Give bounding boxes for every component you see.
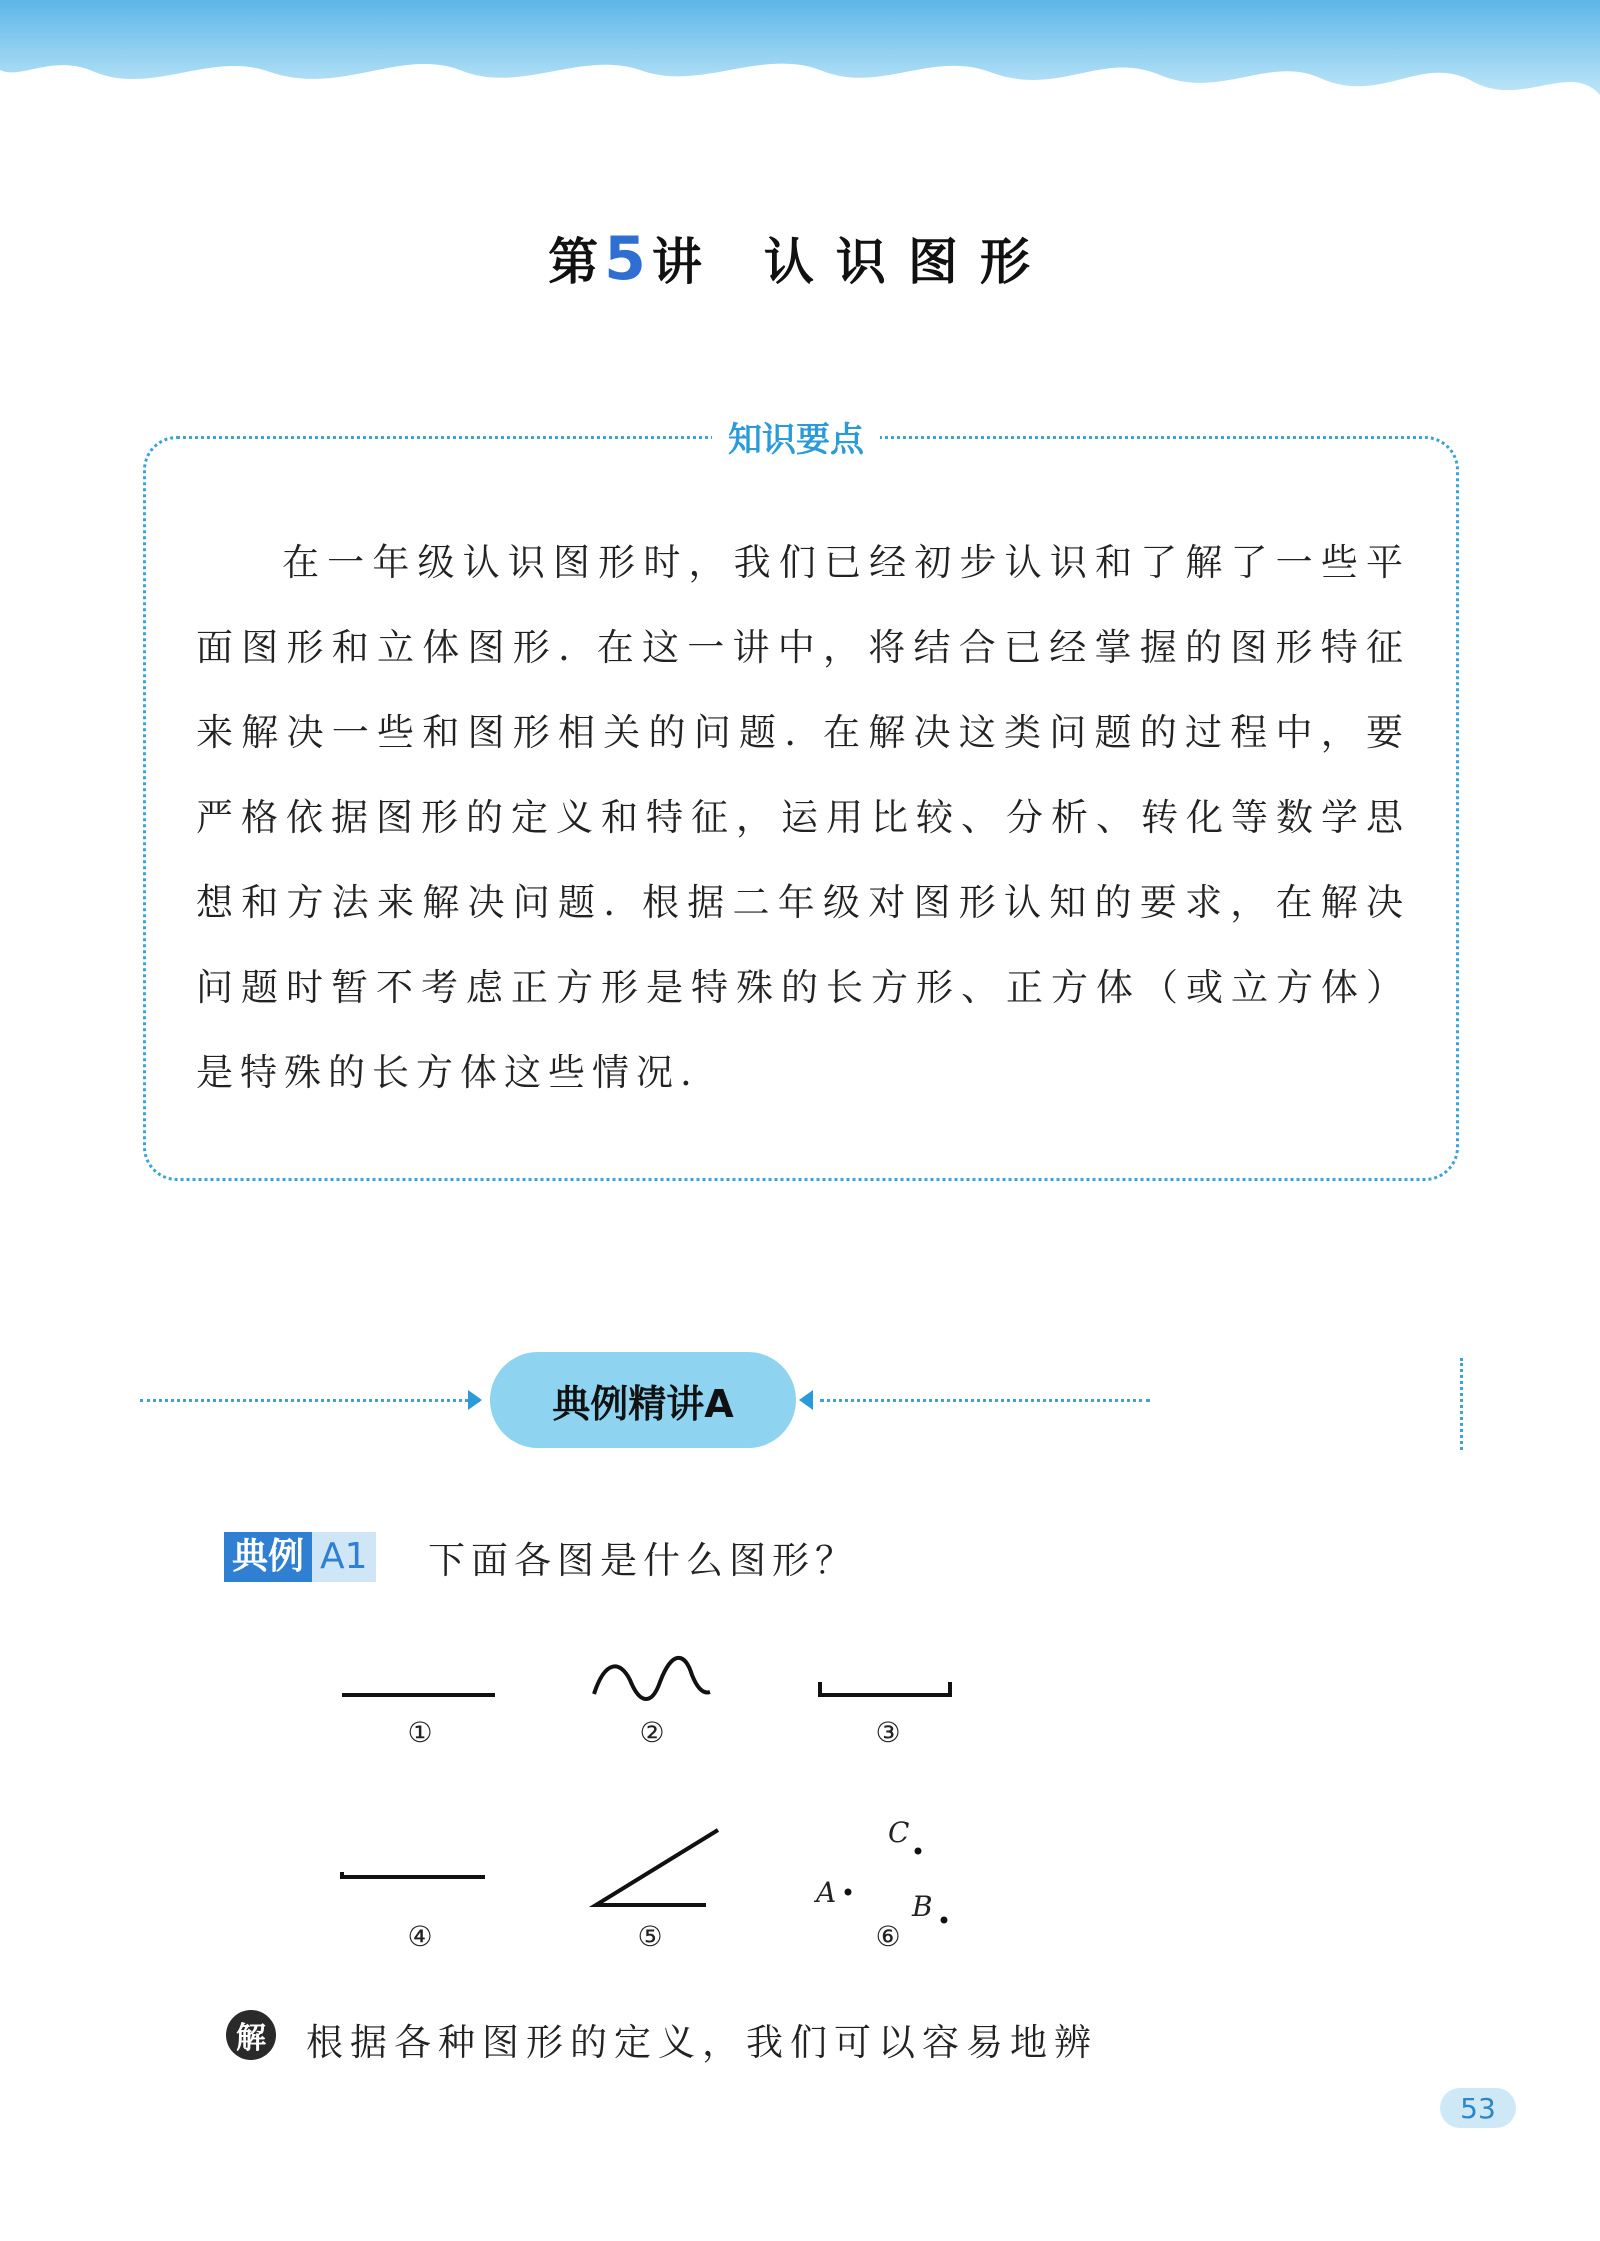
figure-ray (342, 1872, 485, 1877)
figure-label-4: ④ (407, 1920, 433, 1953)
point-c-dot (915, 1848, 922, 1855)
point-b-label: B (912, 1890, 933, 1923)
figure-label-3: ③ (875, 1716, 901, 1749)
arrow-right-icon (468, 1390, 482, 1410)
solution-text: 根据各种图形的定义，我们可以容易地辨 (306, 2021, 1098, 2064)
example-badge (224, 1532, 376, 1582)
point-a-label: A (816, 1876, 837, 1909)
point-a-dot (845, 1889, 852, 1896)
lecture-heading (0, 222, 1600, 294)
lecture-number: 5 (604, 224, 648, 294)
figure-angle (596, 1830, 718, 1905)
section-title: 典例精讲A (490, 1352, 796, 1448)
lecture-prefix: 第 (548, 233, 601, 291)
arrow-left-icon (799, 1390, 813, 1410)
section-divider-right (820, 1399, 1150, 1402)
figure-segment-with-ends (820, 1682, 950, 1695)
section-divider-left (140, 1399, 480, 1402)
example-badge-main: 典例 (224, 1532, 312, 1582)
page-number: 53 (1440, 2088, 1516, 2128)
sky-cloud-banner (0, 0, 1600, 130)
key-points-text: 在一年级认识图形时，我们已经初步认识和了解了一些平面图形和立体图形. 在这一讲中，将结合已经掌握的图形特征来解决一些和图形相关的问题. 在解决这类问题的过程中，要严格依据图形的定义和特征，运用比较、分析、转化等数学思想和方法来解决问题. 根据二年级对图形认知的要求，在解决问题时暂不考虑正方形是特殊的长方形、正方体（或立方体）是特殊的长方体这些情况. (196, 541, 1410, 1094)
figure-label-2: ② (639, 1716, 665, 1749)
figure-wave-curve (594, 1658, 710, 1699)
point-b-dot (941, 1917, 948, 1924)
figure-label-6: ⑥ (875, 1920, 901, 1953)
figure-label-1: ① (407, 1716, 433, 1749)
point-c-label: C (888, 1816, 910, 1849)
figure-label-5: ⑤ (637, 1920, 663, 1953)
lecture-title: 认识图形 (763, 233, 1052, 291)
example-question: 下面各图是什么图形？ (428, 1539, 858, 1582)
lecture-suffix: 讲 (651, 233, 704, 291)
key-points-label: 知识要点 (712, 412, 880, 461)
example-badge-id: A1 (312, 1532, 376, 1582)
figure-grid (300, 1620, 1060, 1980)
solution-icon: 解 (226, 2010, 276, 2060)
section-divider-vertical (1460, 1358, 1463, 1450)
